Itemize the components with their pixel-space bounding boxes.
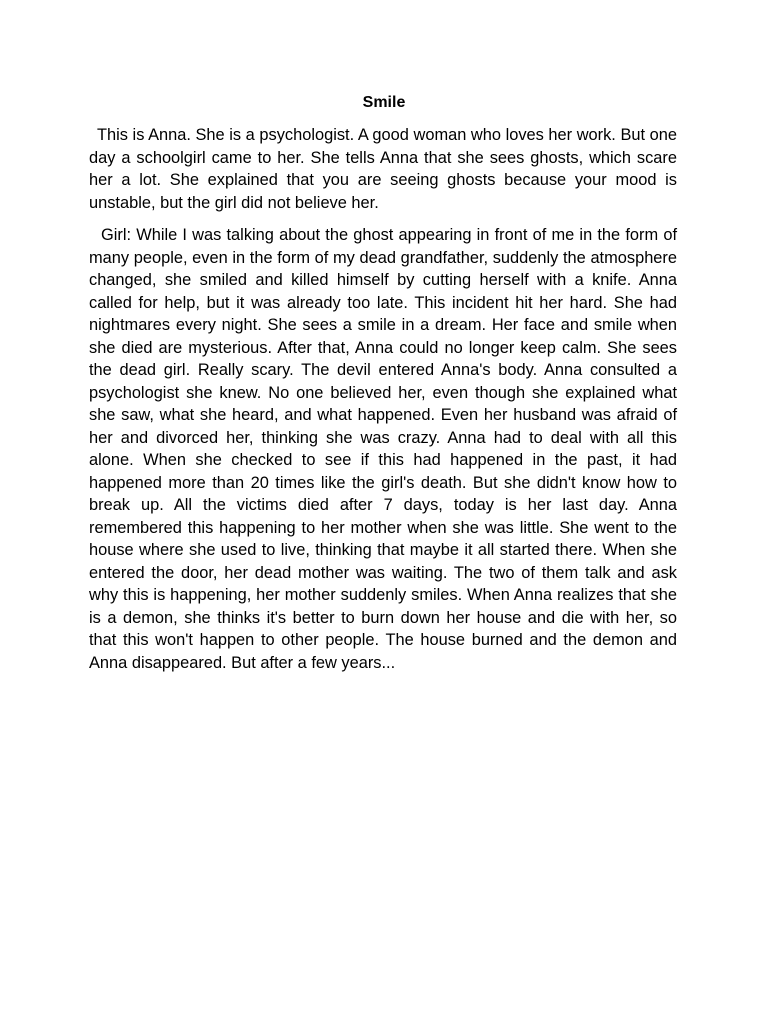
document-body [89, 124, 677, 674]
paragraph-story: Girl: While I was talking about the ghost appearing in front of me in the form of many people, even in the form of my dead grandfather, suddenly the atmosphere changed, she smiled and killed himself by cutting herself with a knife. Anna called for help, but it was already too late. This incident hit her hard. She had nightmares every night. She sees a smile in a dream. Her face and smile when she died are mysterious. After that, Anna could no longer keep calm. She sees the dead girl. Really scary. The devil entered Anna's body. Anna consulted a psychologist she knew. No one believed her, even though she explained what she saw, what she heard, and what happened. Even her husband was afraid of her and divorced her, thinking she was crazy. Anna had to deal with all this alone. When she checked to see if this had happened in the past, it had happened more than 20 times like the girl's death. But she didn't know how to break up. All the victims died after 7 days, today is her last day. Anna remembered this happening to her mother when she was little. She went to the house where she used to live, thinking that maybe it all started there. When she entered the door, her dead mother was waiting. The two of them talk and ask why this is happening, her mother suddenly smiles. When Anna realizes that she is a demon, she thinks it's better to burn down her house and die with her, so that this won't happen to other people. The house burned and the demon and Anna disappeared. But after a few years... [89, 226, 677, 672]
paragraph-intro: This is Anna. She is a psychologist. A good woman who loves her work. But one day a schoolgirl came to her. She tells Anna that she sees ghosts, which scare her a lot. She explained that you are seeing ghosts because your mood is unstable, but the girl did not believe her. [89, 126, 677, 212]
document-title: Smile [362, 94, 406, 111]
